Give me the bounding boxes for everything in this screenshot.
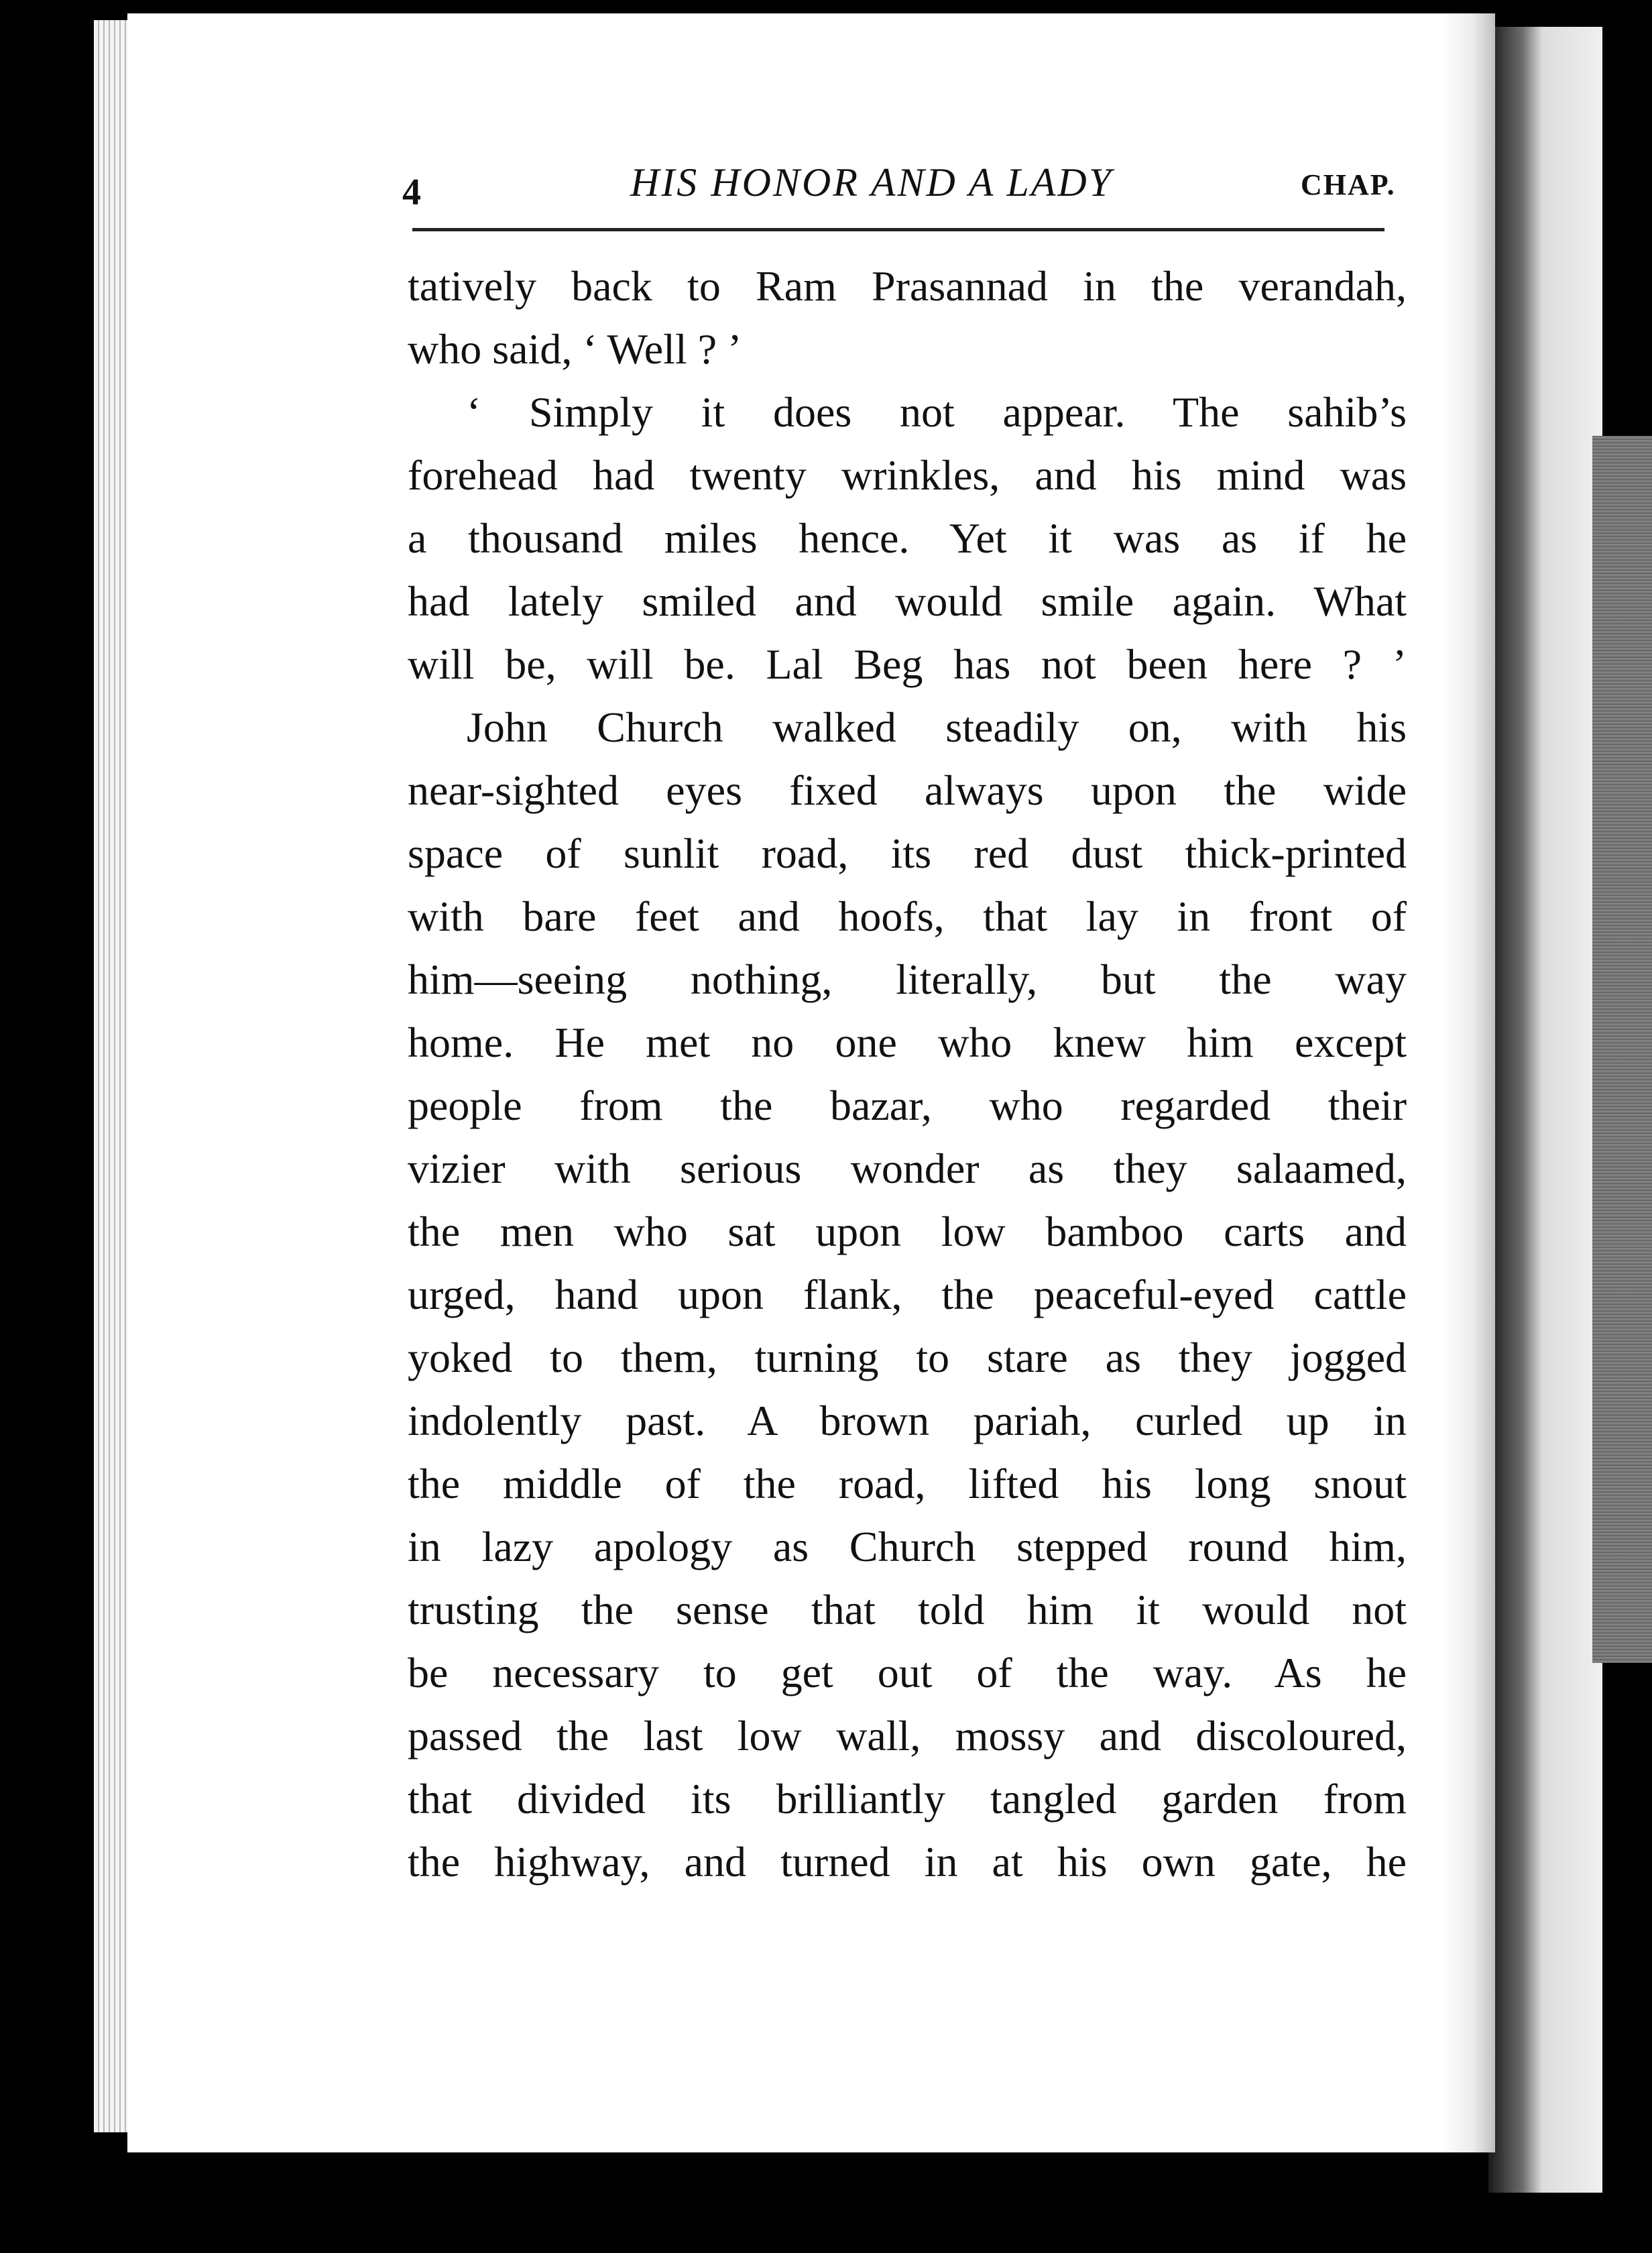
text-line: a thousand miles hence. Yet it was as if he bbox=[408, 514, 1407, 562]
facing-page-illustration bbox=[1592, 436, 1652, 1663]
text-line: the highway, and turned in at his own gate, he bbox=[408, 1838, 1407, 1886]
header-rule bbox=[412, 228, 1384, 231]
running-title: HIS HONOR AND A LADY bbox=[630, 160, 1114, 205]
text-line: near-sighted eyes fixed always upon the wide bbox=[408, 766, 1407, 814]
text-line: the middle of the road, lifted his long snout bbox=[408, 1460, 1407, 1507]
text-line: vizier with serious wonder as they salaamed, bbox=[408, 1145, 1407, 1192]
text-line: home. He met no one who knew him except bbox=[408, 1019, 1407, 1066]
text-line: urged, hand upon flank, the peaceful-eyed cattle bbox=[408, 1271, 1407, 1318]
text-line: tatively back to Ram Prasannad in the verandah, bbox=[408, 262, 1407, 310]
text-line: yoked to them, turning to stare as they jogged bbox=[408, 1334, 1407, 1381]
text-line: space of sunlit road, its red dust thick-printed bbox=[408, 829, 1407, 877]
body-text bbox=[408, 255, 1407, 1894]
page-number: 4 bbox=[402, 172, 421, 213]
text-line: passed the last low wall, mossy and discoloured, bbox=[408, 1712, 1407, 1759]
text-line: in lazy apology as Church stepped round him, bbox=[408, 1523, 1407, 1570]
text-line: indolently past. A brown pariah, curled up in bbox=[408, 1397, 1407, 1444]
text-line: had lately smiled and would smile again. What bbox=[408, 577, 1407, 625]
text-line: John Church walked steadily on, with his bbox=[467, 703, 1407, 751]
text-line: him—seeing nothing, literally, but the way bbox=[408, 956, 1407, 1003]
gutter-shadow bbox=[1441, 13, 1495, 2152]
text-line: with bare feet and hoofs, that lay in front of bbox=[408, 892, 1407, 940]
chapter-abbreviation: CHAP. bbox=[1301, 168, 1396, 201]
text-line: be necessary to get out of the way. As he bbox=[408, 1649, 1407, 1696]
text-line: ‘ Simply it does not appear. The sahib’s bbox=[467, 388, 1407, 436]
text-line: will be, will be. Lal Beg has not been here ? ’ bbox=[408, 640, 1407, 688]
text-line: that divided its brilliantly tangled garden from bbox=[408, 1775, 1407, 1823]
text-line: the men who sat upon low bamboo carts and bbox=[408, 1208, 1407, 1255]
facing-page-edge bbox=[1488, 27, 1602, 2193]
text-line: trusting the sense that told him it would not bbox=[408, 1586, 1407, 1633]
text-line: who said, ‘ Well ? ’ bbox=[408, 325, 742, 373]
text-line: forehead had twenty wrinkles, and his mind was bbox=[408, 451, 1407, 499]
text-line: people from the bazar, who regarded their bbox=[408, 1082, 1407, 1129]
